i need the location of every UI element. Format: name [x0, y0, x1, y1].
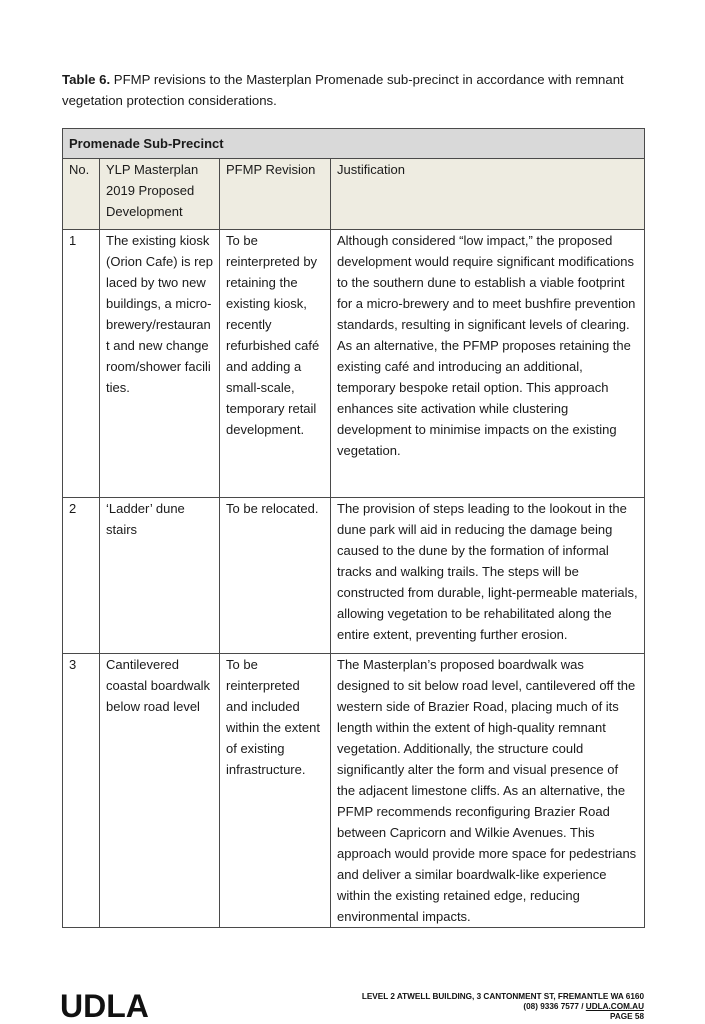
header-justification: Justification — [331, 159, 645, 230]
table-title-row — [63, 129, 645, 159]
cell-justification: The Masterplan’s proposed boardwalk was designed to sit below road level, cantilevered off the western side of Brazier Road, placing much of its length within the extent of high-quality remnant vegetation. Additionally, the structure could significantly alter the form and visual presence of the adjacent limestone cliffs. As an alternative, the PFMP recommends reconfiguring Brazier Road between Capricorn and Wilkie Avenues. This approach would provide more space for pedestrians and deliver a similar boardwalk-like experience within the existing retained edge, reducing environmental impacts. — [331, 654, 645, 928]
udla-logo: UDLA — [60, 988, 149, 1024]
cell-proposed: ‘Ladder’ dune stairs — [100, 498, 220, 654]
caption-text: PFMP revisions to the Masterplan Promenade sub-precinct in accordance with remnant vegetation protection considerations. — [62, 72, 624, 108]
table-row — [63, 230, 645, 498]
footer-phone-web — [362, 1002, 644, 1012]
cell-revision: To be relocated. — [220, 498, 331, 654]
footer-phone: (08) 9336 7577 — [523, 1002, 579, 1011]
table-caption — [62, 69, 642, 111]
promenade-table — [62, 128, 645, 928]
header-no: No. — [63, 159, 100, 230]
cell-proposed: Cantilevered coastal boardwalk below road level — [100, 654, 220, 928]
header-proposed: YLP Masterplan 2019 Proposed Development — [100, 159, 220, 230]
cell-proposed: The existing kiosk (Orion Cafe) is replaced by two new buildings, a micro-brewery/restaurant and new change room/shower facilities. — [100, 230, 220, 498]
cell-justification: Although considered “low impact,” the proposed development would require significant modifications to the southern dune to establish a viable footprint for a micro-brewery and to meet bushfire prevention standards, resulting in significant levels of clearing. As an alternative, the PFMP proposes retaining the existing café and introducing an additional, temporary bespoke retail option. This approach enhances site activation while clustering development to minimise impacts on the existing vegetation. — [331, 230, 645, 498]
table-row — [63, 654, 645, 928]
cell-no: 3 — [63, 654, 100, 928]
cell-revision: To be reinterpreted by retaining the existing kiosk, recently refurbished café and adding a small-scale, temporary retail development. — [220, 230, 331, 498]
header-revision: PFMP Revision — [220, 159, 331, 230]
footer-contact — [362, 992, 644, 1022]
cell-justification: The provision of steps leading to the lookout in the dune park will aid in reducing the damage being caused to the dune by the formation of informal tracks and walking trails. The steps will be constructed from durable, light-permeable materials, allowing vegetation to be rehabilitated along the entire extent, preventing further erosion. — [331, 498, 645, 654]
footer-website-link[interactable]: UDLA.COM.AU — [585, 1002, 644, 1011]
table-header-row — [63, 159, 645, 230]
cell-no: 1 — [63, 230, 100, 498]
table-title: Promenade Sub-Precinct — [63, 129, 645, 159]
footer-separator: / — [578, 1002, 586, 1011]
table-row — [63, 498, 645, 654]
cell-no: 2 — [63, 498, 100, 654]
footer-address: LEVEL 2 ATWELL BUILDING, 3 CANTONMENT ST, FREMANTLE WA 6160 — [361, 992, 644, 1001]
caption-label: Table 6. — [62, 72, 111, 87]
cell-revision: To be reinterpreted and included within the extent of existing infrastructure. — [220, 654, 331, 928]
page-number: PAGE 58 — [610, 1012, 644, 1021]
